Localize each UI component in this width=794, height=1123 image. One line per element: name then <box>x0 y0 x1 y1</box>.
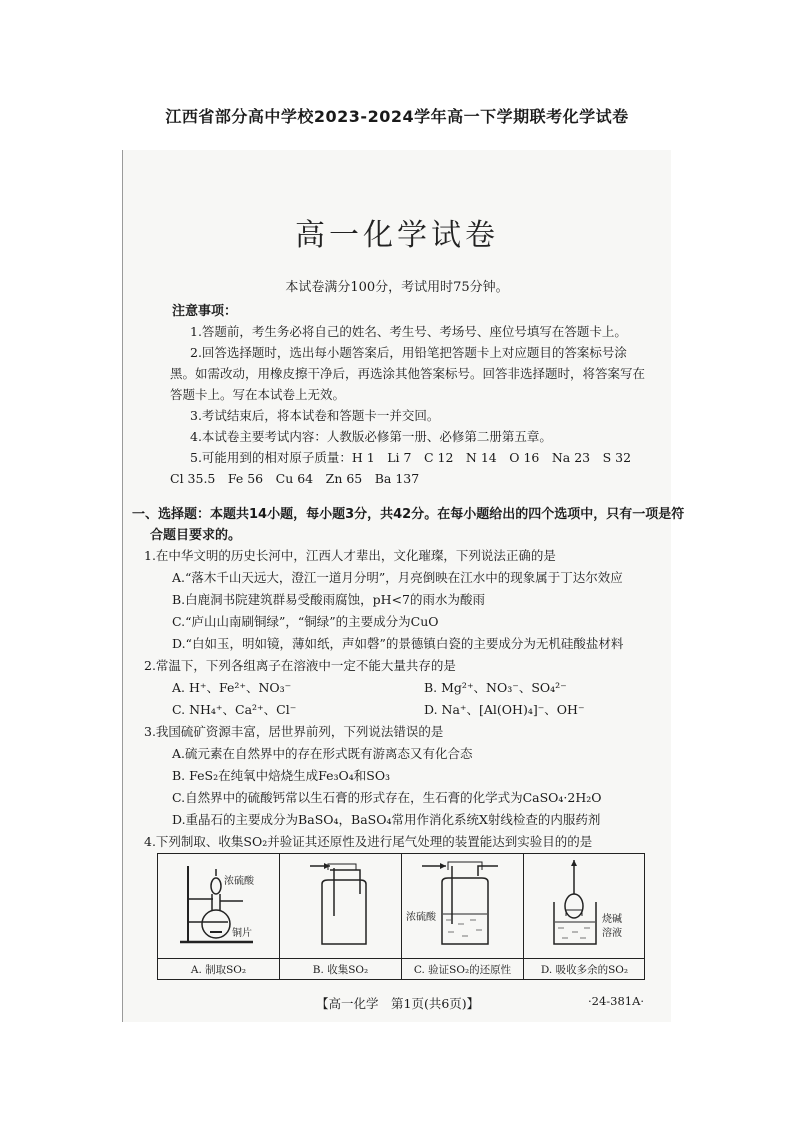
caption-d: D. 吸收多余的SO₂ <box>524 958 645 980</box>
washing-bottle-icon <box>402 854 523 954</box>
q2-option-c: C. NH₄⁺、Ca²⁺、Cl⁻ <box>172 702 297 717</box>
apparatus-c <box>402 854 524 958</box>
caption-a: A. 制取SO₂ <box>158 958 280 980</box>
absorber-beaker-icon <box>524 854 645 954</box>
exam-source-title: 江西省部分高中学校2023-2024学年高一下学期联考化学试卷 <box>165 107 629 126</box>
note-5a: 5.可能用到的相对原子质量：H 1 Li 7 C 12 N 14 O 16 Na 23 S 32 <box>190 450 632 465</box>
q3-option-d: D.重晶石的主要成分为BaSO₄，BaSO₄常用作消化系统X射线检查的内服药剂 <box>172 812 601 827</box>
q3-option-c: C.自然界中的硫酸钙常以生石膏的形式存在，生石膏的化学式为CaSO₄·2H₂O <box>172 790 602 805</box>
q3-option-a: A.硫元素在自然界中的存在形式既有游离态又有化合态 <box>172 746 473 761</box>
section-heading-b: 合题目要求的。 <box>150 528 242 543</box>
note-3: 3.考试结束后，将本试卷和答题卡一并交回。 <box>190 408 440 423</box>
note-2b: 黑。如需改动，用橡皮擦干净后，再选涂其他答案标号。回答非选择题时，将答案写在 <box>170 366 646 381</box>
paper-title: 高一化学试卷 <box>295 218 499 253</box>
apparatus-d <box>524 854 645 958</box>
apparatus-b <box>280 854 402 958</box>
caption-b: B. 收集SO₂ <box>280 958 402 980</box>
note-4: 4.本试卷主要考试内容：人教版必修第一册、必修第二册第五章。 <box>190 429 552 444</box>
label-conc-acid: 浓硫酸 <box>224 876 254 887</box>
note-2a: 2.回答选择题时，选出每小题答案后，用铅笔把答题卡上对应题目的答案标号涂 <box>190 345 627 360</box>
label-caustic-1: 烧碱 <box>602 914 622 925</box>
note-5b: Cl 35.5 Fe 56 Cu 64 Zn 65 Ba 137 <box>170 471 420 486</box>
q2-option-d: D. Na⁺、[Al(OH)₄]⁻、OH⁻ <box>424 702 585 717</box>
q1-option-d: D.“白如玉，明如镜，薄如纸，声如磬”的景德镇白瓷的主要成分为无机硅酸盐材料 <box>172 636 624 651</box>
q2-option-a: A. H⁺、Fe²⁺、NO₃⁻ <box>172 680 292 695</box>
label-copper: 铜片 <box>232 928 252 939</box>
label-caustic-2: 溶液 <box>602 928 622 939</box>
gas-bottle-icon <box>280 854 401 954</box>
exam-meta: 本试卷满分100分，考试用时75分钟。 <box>285 280 509 295</box>
q1-stem: 1.在中华文明的历史长河中，江西人才辈出，文化璀璨，下列说法正确的是 <box>144 548 556 563</box>
label-conc-acid-c: 浓硫酸 <box>406 912 436 923</box>
note-1: 1.答题前，考生务必将自己的姓名、考生号、考场号、座位号填写在答题卡上。 <box>190 324 627 339</box>
q2-stem: 2.常温下，下列各组离子在溶液中一定不能大量共存的是 <box>144 658 456 673</box>
q1-option-c: C.“庐山山南刷铜绿”，“铜绿”的主要成分为CuO <box>172 614 439 629</box>
notes-heading: 注意事项： <box>172 304 238 319</box>
q4-stem: 4.下列制取、收集SO₂并验证其还原性及进行尾气处理的装置能达到实验目的的是 <box>144 834 593 849</box>
caption-c: C. 验证SO₂的还原性 <box>402 958 524 980</box>
q2-option-b: B. Mg²⁺、NO₃⁻、SO₄²⁻ <box>424 680 567 695</box>
paper-code: ·24-381A· <box>588 994 645 1008</box>
apparatus-a <box>158 854 280 958</box>
q3-option-b: B. FeS₂在纯氧中焙烧生成Fe₃O₄和SO₃ <box>172 768 391 783</box>
q3-stem: 3.我国硫矿资源丰富，居世界前列，下列说法错误的是 <box>144 724 444 739</box>
apparatus-figure <box>157 853 645 980</box>
q1-option-a: A.“落木千山天远大，澄江一道月分明”，月亮倒映在江水中的现象属于丁达尔效应 <box>172 570 623 585</box>
note-2c: 答题卡上。写在本试卷上无效。 <box>170 387 346 402</box>
section-heading-a: 一、选择题：本题共14小题，每小题3分，共42分。在每小题给出的四个选项中，只有一项是符 <box>132 507 685 522</box>
generator-flask-icon <box>158 854 279 954</box>
page-footer: 【高一化学 第1页(共6页)】 <box>316 996 480 1011</box>
q1-option-b: B.白鹿洞书院建筑群易受酸雨腐蚀，pH<7的雨水为酸雨 <box>172 592 485 607</box>
